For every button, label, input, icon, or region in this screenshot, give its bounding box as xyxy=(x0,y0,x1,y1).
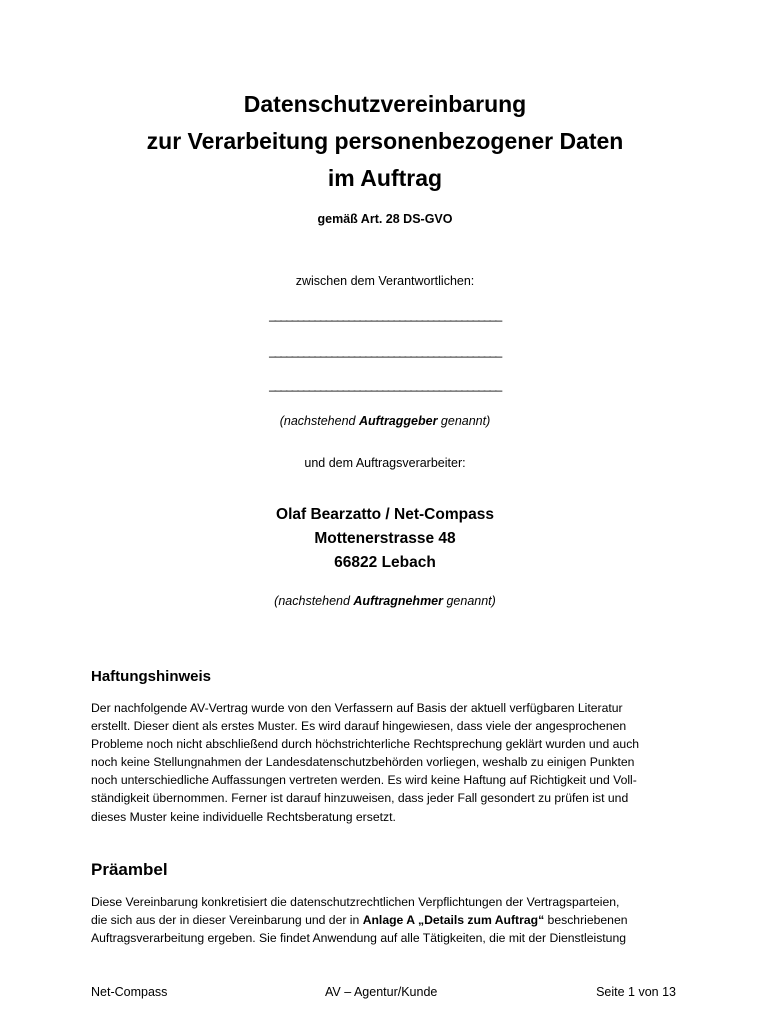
legal-basis: gemäß Art. 28 DS-GVO xyxy=(317,212,453,226)
controller-role: Auftraggeber xyxy=(358,414,438,428)
disclaimer-line: Der nachfolgende AV-Vertrag wurde von den Verfassern auf Basis der aktuell verfügbaren Literatur xyxy=(91,701,623,715)
preamble-line: Auftragsverarbeitung ergeben. Sie findet Anwendung auf alle Tätigkeiten, die mit der Dienstleistung xyxy=(91,931,627,946)
disclaimer-line: dieses Muster keine individuelle Rechtsberatung ersetzt. xyxy=(91,809,396,824)
disclaimer-line: noch unterschiedliche Auffassungen vertreten werden. Es wird keine Haftung auf Richtigkeit und Voll- xyxy=(91,773,637,788)
processor-street: Mottenerstrasse 48 xyxy=(314,530,456,547)
footer-company: Net-Compass xyxy=(91,985,168,999)
controller-blank-line-1: _________________________________________ xyxy=(269,308,501,322)
title-line-1: Datenschutzvereinbarung xyxy=(243,91,527,117)
processor-name: Olaf Bearzatto / Net-Compass xyxy=(276,506,494,523)
disclaimer-line: ständigkeit übernommen. Ferner ist darauf hinzuweisen, dass jeder Fall gesondert zu prüfen ist und xyxy=(91,791,629,806)
disclaimer-heading: Haftungshinweis xyxy=(91,668,212,685)
controller-note: (nachstehend Auftraggeber genannt) xyxy=(279,414,491,428)
disclaimer-paragraph xyxy=(91,699,691,826)
preamble-heading: Präambel xyxy=(91,860,168,879)
preamble-line: die sich aus der in dieser Vereinbarung und der in Anlage A „Details zum Auftrag“ beschriebenen xyxy=(91,913,628,928)
disclaimer-line: Probleme noch nicht abschließend durch höchstrichterliche Rechtsprechung geklärt wurden und auch xyxy=(91,737,640,752)
controller-intro: zwischen dem Verantwortlichen: xyxy=(295,274,475,288)
processor-address xyxy=(0,503,770,575)
disclaimer-line: erstellt. Dieser dient als erstes Muster. Es wird darauf hingewiesen, dass viele der angesprochenen xyxy=(91,719,627,734)
disclaimer-line: noch keine Stellungnahmen der Landesdatenschutzbehörden vorliegen, weshalb zu einigen Punkten xyxy=(91,755,635,770)
title-line-2: zur Verarbeitung personenbezogener Daten xyxy=(146,128,624,154)
footer-document-label: AV – Agentur/Kunde xyxy=(325,985,438,999)
processor-intro: und dem Auftragsverarbeiter: xyxy=(304,456,466,470)
document-title xyxy=(0,86,770,197)
controller-blank-line-3: _________________________________________ xyxy=(269,378,501,392)
annex-reference: Anlage A „Details zum Auftrag“ xyxy=(362,913,545,928)
processor-note: (nachstehend Auftragnehmer genannt) xyxy=(274,594,496,608)
title-line-3: im Auftrag xyxy=(327,165,443,191)
preamble-line: Diese Vereinbarung konkretisiert die datenschutzrechtlichen Verpflichtungen der Vertragsparteien, xyxy=(91,895,620,909)
preamble-paragraph xyxy=(91,893,691,947)
footer-page-number: Seite 1 von 13 xyxy=(596,985,676,999)
processor-city: 66822 Lebach xyxy=(334,554,436,571)
controller-blank-line-2: _________________________________________ xyxy=(269,344,501,358)
processor-role: Auftragnehmer xyxy=(353,594,443,608)
